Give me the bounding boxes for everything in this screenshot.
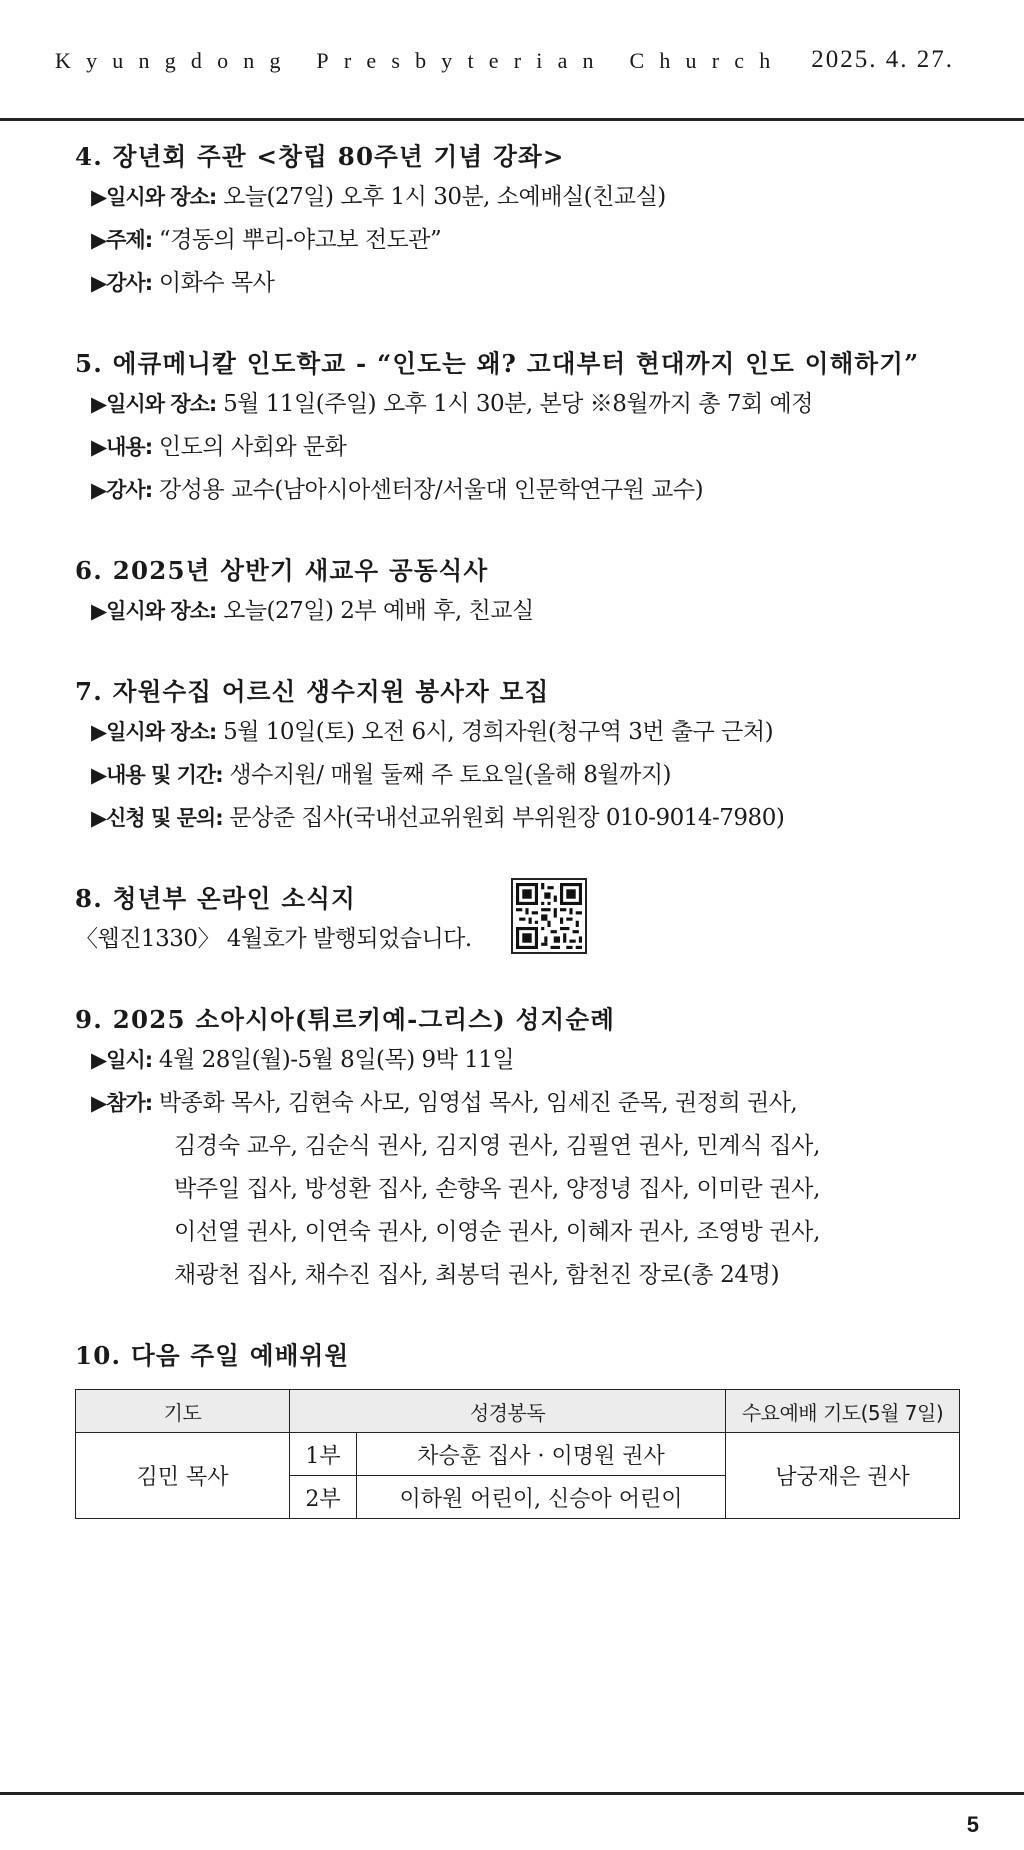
participant-line: 채광천 집사, 채수진 집사, 최봉덕 권사, 함천진 장로(총 24명) bbox=[174, 1262, 780, 1288]
detail-text: 문상준 집사(국내선교위원회 부위원장 010-9014-7980) bbox=[222, 805, 785, 831]
section-title: 7. 자원수집 어르신 생수지원 봉사자 모집 bbox=[75, 677, 550, 706]
webzine-notice: 〈웹진1330〉 4월호가 발행되었습니다. bbox=[75, 926, 472, 952]
qr-code[interactable] bbox=[511, 878, 587, 954]
detail-label: ▶일시: bbox=[91, 1048, 153, 1072]
detail-label: ▶일시와 장소: bbox=[91, 392, 217, 416]
service-label: 2부 bbox=[290, 1476, 357, 1519]
header-prayer: 기도 bbox=[76, 1390, 290, 1433]
detail-label: ▶내용: bbox=[91, 435, 153, 459]
section-7 bbox=[75, 673, 975, 840]
detail-label: ▶신청 및 문의: bbox=[91, 806, 223, 830]
prayer-leader: 김민 목사 bbox=[76, 1433, 290, 1519]
section-title: 6. 2025년 상반기 새교우 공동식사 bbox=[75, 556, 489, 585]
detail-line bbox=[75, 219, 975, 262]
detail-text: 생수지원/ 매월 둘째 주 토요일(올해 8월까지) bbox=[222, 762, 672, 788]
section-5 bbox=[75, 345, 975, 512]
qr-code-icon bbox=[516, 883, 582, 949]
detail-line bbox=[75, 426, 975, 469]
participant-line: 김경숙 교우, 김순식 권사, 김지영 권사, 김필연 권사, 민계식 집사, bbox=[174, 1133, 821, 1159]
section-title: 4. 장년회 주관 <창립 80주년 기념 강좌> bbox=[75, 142, 565, 171]
section-title: 9. 2025 소아시아(튀르키예-그리스) 성지순례 bbox=[75, 1005, 616, 1034]
section-4 bbox=[75, 138, 975, 305]
section-title: 5. 에큐메니칼 인도학교 - “인도는 왜? 고대부터 현대까지 인도 이해하기” bbox=[75, 349, 920, 378]
detail-text: “경동의 뿌리-야고보 전도관” bbox=[152, 227, 442, 253]
section-title: 8. 청년부 온라인 소식지 bbox=[75, 884, 356, 913]
section-10 bbox=[75, 1337, 975, 1519]
reader-names: 차승훈 집사 · 이명원 권사 bbox=[357, 1433, 726, 1476]
service-label: 1부 bbox=[290, 1433, 357, 1476]
detail-text: 이화수 목사 bbox=[152, 270, 275, 296]
detail-label: ▶강사: bbox=[91, 271, 153, 295]
detail-line bbox=[75, 711, 975, 754]
participant-line: 박주일 집사, 방성환 집사, 손향옥 권사, 양정녕 집사, 이미란 권사, bbox=[174, 1176, 821, 1202]
detail-line bbox=[75, 469, 975, 512]
table-header-row bbox=[76, 1390, 960, 1433]
participant-line: 이선열 권사, 이연숙 권사, 이영순 권사, 이혜자 권사, 조영방 권사, bbox=[174, 1219, 821, 1245]
detail-label: ▶강사: bbox=[91, 478, 153, 502]
section-8 bbox=[75, 880, 975, 961]
detail-text: 5월 10일(토) 오전 6시, 경희자원(청구역 3번 출구 근처) bbox=[216, 719, 774, 745]
detail-line bbox=[75, 754, 975, 797]
wednesday-prayer-leader: 남궁재은 권사 bbox=[726, 1433, 960, 1519]
header-wednesday-prayer: 수요예배 기도(5월 7일) bbox=[726, 1390, 960, 1433]
webzine-text-block bbox=[75, 880, 505, 961]
reader-names: 이하원 어린이, 신승아 어린이 bbox=[357, 1476, 726, 1519]
detail-label: ▶내용 및 기간: bbox=[91, 763, 223, 787]
detail-line bbox=[75, 1039, 975, 1082]
detail-text: 4월 28일(월)-5월 8일(목) 9박 11일 bbox=[152, 1047, 515, 1073]
detail-label: ▶참가: bbox=[91, 1091, 153, 1115]
page-number: 5 bbox=[966, 1812, 979, 1837]
header-reading: 성경봉독 bbox=[290, 1390, 726, 1433]
detail-text: 박종화 목사, 김현숙 사모, 임영섭 목사, 임세진 준목, 권정희 권사, bbox=[152, 1090, 798, 1116]
detail-label: ▶일시와 장소: bbox=[91, 599, 217, 623]
webzine-block bbox=[75, 880, 975, 961]
detail-line bbox=[75, 797, 975, 840]
bulletin-date: 2025. 4. 27. bbox=[811, 46, 954, 73]
detail-text: 5월 11일(주일) 오후 1시 30분, 본당 ※8월까지 총 7회 예정 bbox=[216, 391, 813, 417]
section-6 bbox=[75, 552, 975, 633]
detail-text: 오늘(27일) 2부 예배 후, 친교실 bbox=[216, 598, 534, 624]
detail-line bbox=[75, 1082, 975, 1125]
detail-text: 오늘(27일) 오후 1시 30분, 소예배실(친교실) bbox=[216, 184, 666, 210]
church-name: Kyungdong Presbyterian Church bbox=[55, 48, 786, 73]
footer-divider bbox=[0, 1792, 1024, 1795]
detail-text: 강성용 교수(남아시아센터장/서울대 인문학연구원 교수) bbox=[152, 477, 704, 503]
detail-line bbox=[75, 262, 975, 305]
section-9 bbox=[75, 1001, 975, 1297]
detail-label: ▶주제: bbox=[91, 228, 153, 252]
table-row bbox=[76, 1433, 960, 1476]
section-title: 10. 다음 주일 예배위원 bbox=[75, 1341, 350, 1370]
page-header bbox=[0, 0, 1024, 121]
detail-line bbox=[75, 590, 975, 633]
detail-line bbox=[75, 176, 975, 219]
detail-line bbox=[75, 383, 975, 426]
detail-text: 인도의 사회와 문화 bbox=[152, 434, 347, 460]
worship-roster-table bbox=[75, 1389, 960, 1519]
detail-label: ▶일시와 장소: bbox=[91, 185, 217, 209]
detail-label: ▶일시와 장소: bbox=[91, 720, 217, 744]
announcements bbox=[75, 138, 975, 1559]
